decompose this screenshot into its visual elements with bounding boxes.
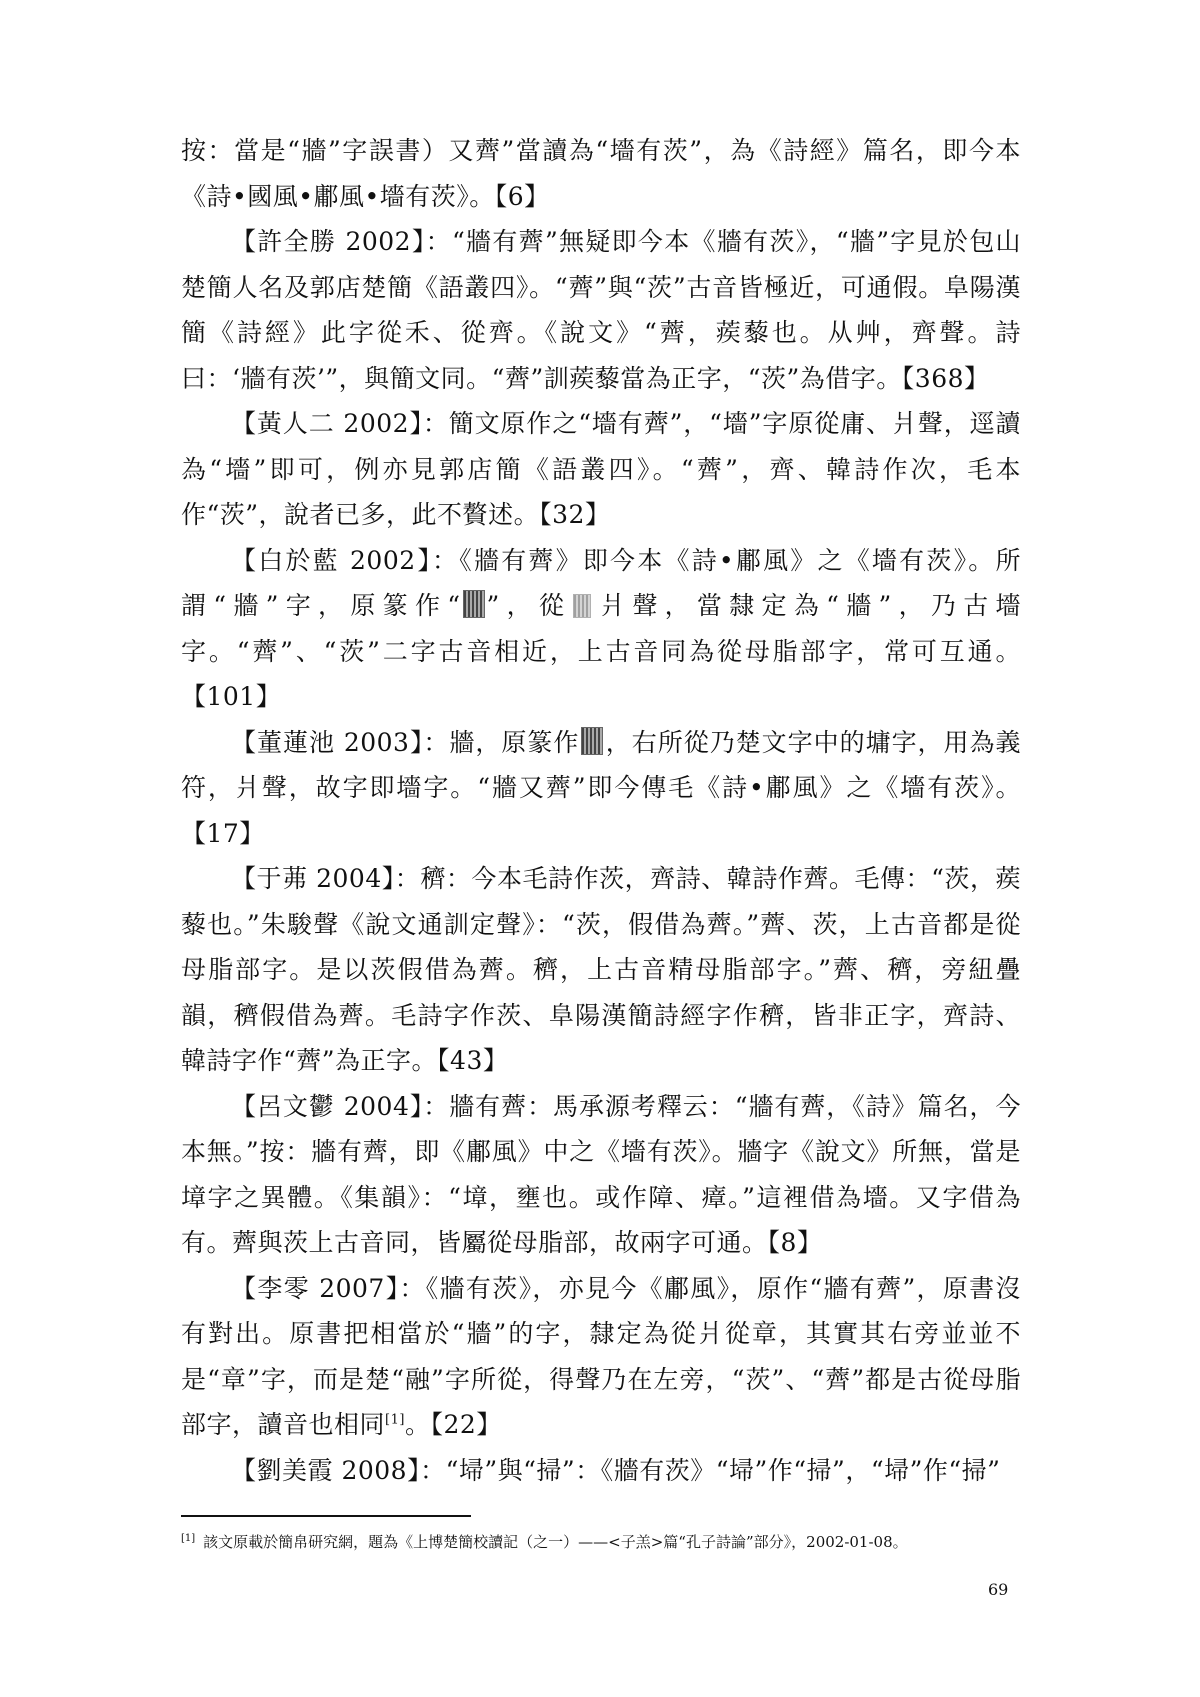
paragraph-text: 【董蓮池 2003】：牆，原篆作: [231, 727, 580, 757]
paragraph-bai-yulan: [181, 538, 1021, 720]
paragraph-text: 【李零 2007】：《牆有茨》，亦見今《鄘風》，原作“牆有薺”，原書沒有對出。原書把相當於“牆”的字，隸定為從爿從章，其實其右旁並並不是“章”字，而是楚“融”字所從，得聲乃在左旁，“茨”、“薺”都是古從母脂部字，讀音也相同: [181, 1273, 1021, 1439]
paragraph-huang-rener: 【黃人二 2002】：簡文原作之“墻有薺”，“墻”字原從庸、爿聲，逕讀為“墻”即可，例亦見郭店簡《語叢四》。“薺”，齊、韓詩作次，毛本作“茨”，說者已多，此不贅述。【32】: [181, 409, 1021, 529]
paragraph-text: 【白於藍 2002】：《牆有薺》即今本《詩•鄘風》之《墻有茨》。所謂“牆”字，原篆作“: [181, 545, 1021, 620]
paragraph-continuation: 按：當是“牆”字誤書）又薺”當讀為“墻有茨”，為《詩經》篇名，即今本《詩•國風•鄘風•墻有茨》。【6】: [181, 136, 1021, 211]
paragraph-xu-quansheng: 【許全勝 2002】：“牆有薺”無疑即今本《牆有茨》，“牆”字見於包山楚簡人名及郭店楚簡《語叢四》。“薺”與“茨”古音皆極近，可通假。阜陽漢簡《詩經》此字從禾、從齊。《說文》“薺，蒺藜也。从艸，齊聲。詩曰：‘牆有茨’”，與簡文同。“薺”訓蒺藜當為正字，“茨”為借字。【368】: [181, 227, 1021, 393]
footnote-reference[interactable]: [1]: [385, 1412, 405, 1428]
footnote-divider: [181, 1515, 471, 1517]
paragraph-lv-wenyu: 【呂文鬱 2004】：牆有薺：馬承源考釋云：“牆有薺，《詩》篇名，今本無。”按：牆有薺，即《鄘風》中之《墻有茨》。牆字《說文》所無，當是墇字之異體。《集韻》：“墇，壅也。或作障、瘴。”這裡借為墻。又字借為有。薺與茨上古音同，皆屬從母脂部，故兩字可通。【8】: [181, 1091, 1021, 1257]
seal-script-glyph-icon: [463, 590, 485, 618]
radical-glyph-icon: [573, 594, 591, 618]
paragraph-yu-fu: 【于茀 2004】：穧：今本毛詩作茨，齊詩、韓詩作薺。毛傳：“茨，蒺藜也。”朱駿聲《說文通訓定聲》：“茨，假借為薺。”薺、茨，上古音都是從母脂部字。是以茨假借為薺。穧，上古音精母脂部字。”薺、穧，旁紐疊韻，穧假借為薺。毛詩字作茨、阜陽漢簡詩經字作穧，皆非正字，齊詩、韓詩字作“薺”為正字。【43】: [181, 864, 1021, 1075]
paragraph-text: 。【22】: [404, 1410, 502, 1439]
body-text: [181, 128, 1021, 1493]
paragraph-text: ”，從: [486, 591, 572, 620]
footnote-mark: [1]: [181, 1533, 196, 1544]
paragraph-dong-lianchi: [181, 720, 1021, 857]
paragraph-li-ling: [181, 1266, 1021, 1448]
seal-script-glyph-icon: [581, 727, 603, 755]
footnote: [181, 1528, 1041, 1553]
paragraph-text: ，右所從乃楚文字中的墉字，用為義符，爿聲，故字即墻字。“牆又薺”即今傳毛《詩•鄘風》之《墻有茨》。【17】: [181, 727, 1021, 848]
footnote-text: 該文原載於簡帛研究網，題為《上博楚簡校讀記（之一）——<子羔>篇“孔子詩論”部分》，2002-01-08。: [203, 1533, 908, 1551]
paragraph-text: 爿聲，當隸定為“牆”，乃古墻字。“薺”、“茨”二字古音相近，上古音同為從母脂部字，常可互通。【101】: [181, 591, 1021, 711]
paragraph-liu-meixia: 【劉美霞 2008】：“埽”與“掃”：《牆有茨》“埽”作“掃”，“埽”作“掃”: [231, 1455, 1001, 1485]
page-number: 69: [988, 1580, 1009, 1599]
